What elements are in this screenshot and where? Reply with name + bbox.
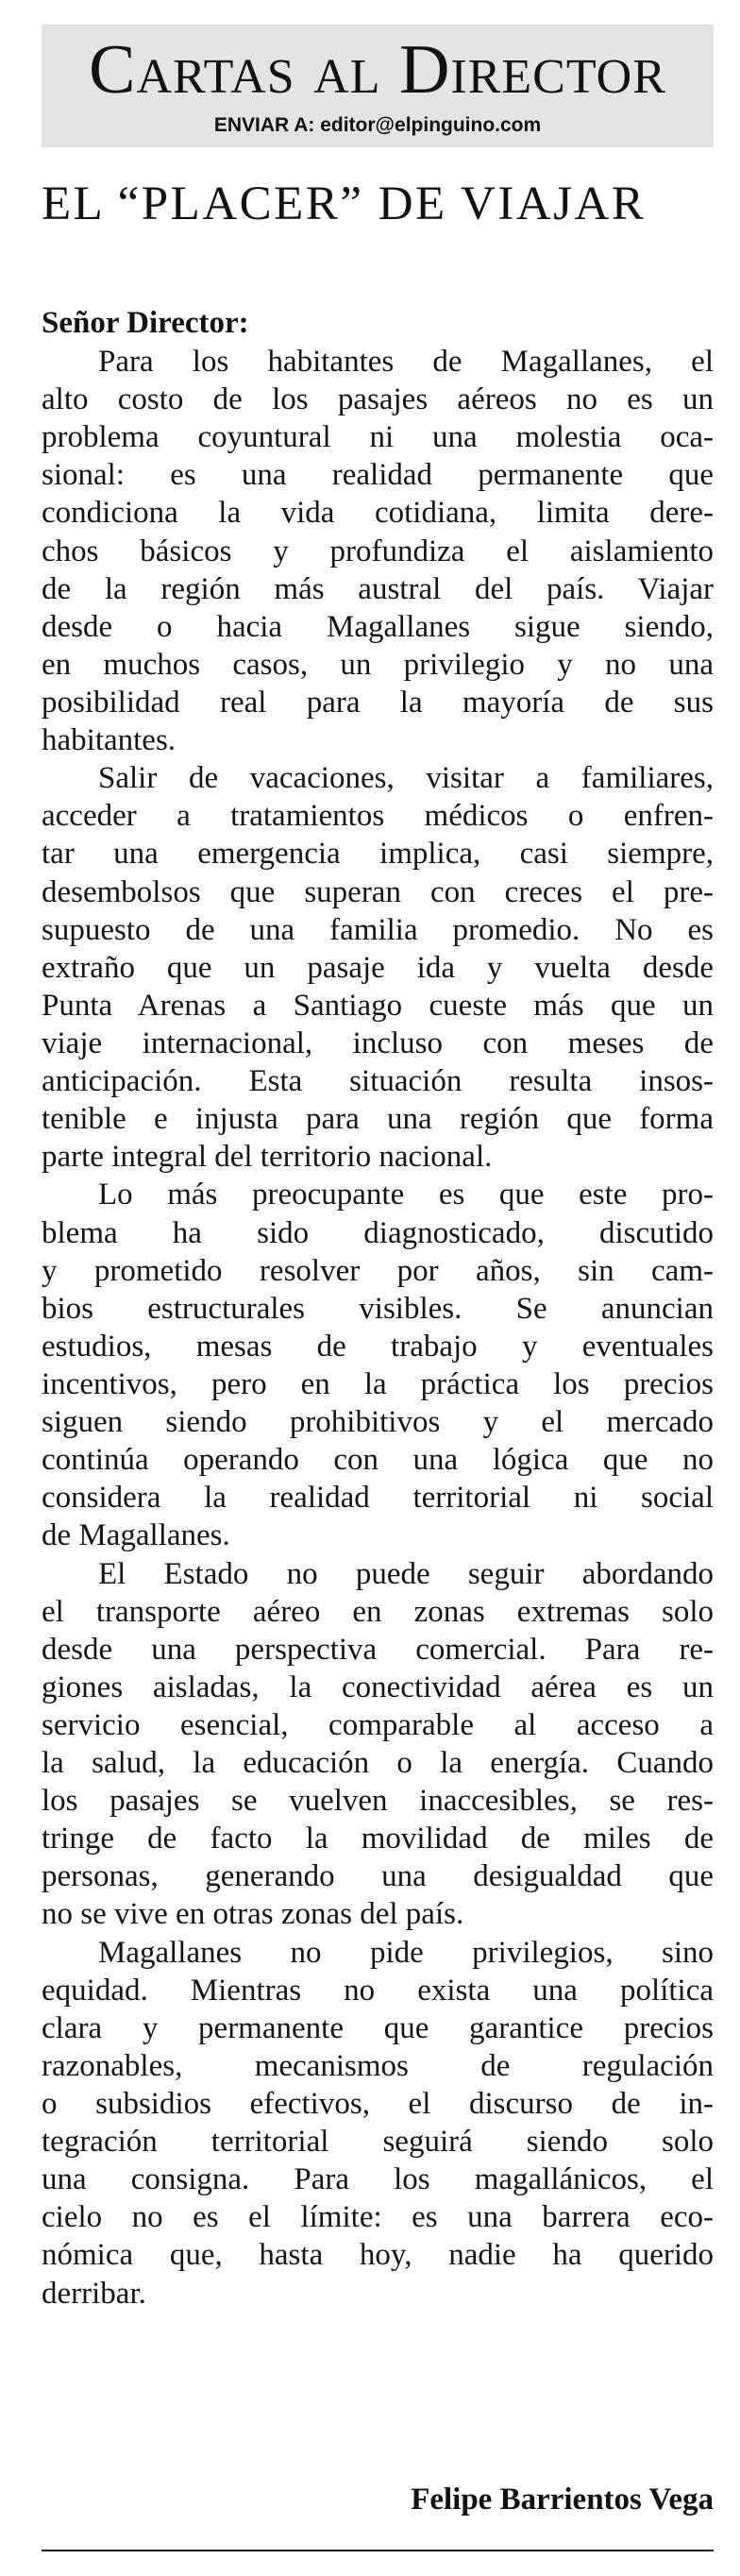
body-line: cielo no es el límite: es una barrera eco-: [42, 2200, 714, 2235]
body-line: bios estructurales visibles. Se anuncian: [42, 1291, 714, 1326]
body-line: incentivos, pero en la práctica los precios: [42, 1366, 714, 1401]
body-line: anticipación. Esta situación resulta insos-: [42, 1064, 714, 1099]
body-line: de la región más austral del país. Viajar: [42, 571, 714, 606]
body-line: desde una perspectiva comercial. Para re-: [42, 1632, 714, 1667]
body-line: Salir de vacaciones, visitar a familiares,: [98, 761, 714, 796]
body-line: no se vive en otras zonas del país.: [42, 1897, 464, 1932]
body-line: parte integral del territorio nacional.: [42, 1140, 493, 1175]
body-line: servicio esencial, comparable al acceso a: [42, 1707, 714, 1742]
body-line: y prometido resolver por años, sin cam-: [42, 1253, 714, 1288]
body-line: tenible e injusta para una región que forma: [42, 1102, 714, 1137]
body-line: tringe de facto la movilidad de miles de: [42, 1822, 714, 1856]
letter-title: EL “PLACER” DE VIAJAR: [42, 178, 647, 230]
letter-signature: Felipe Barrientos Vega: [411, 2483, 714, 2517]
body-line: continúa operando con una lógica que no: [42, 1443, 714, 1478]
body-line: o subsidios efectivos, el discurso de in-: [42, 2087, 714, 2122]
body-line: desde o hacia Magallanes sigue siendo,: [42, 609, 714, 644]
section-title: Cartas al Director: [89, 31, 666, 109]
body-line: estudios, mesas de trabajo y eventuales: [42, 1329, 714, 1364]
body-line: tar una emergencia implica, casi siempre,: [42, 837, 714, 872]
body-line: giones aisladas, la conectividad aérea es un: [42, 1669, 714, 1704]
body-line: chos básicos y profundiza el aislamiento: [42, 534, 714, 568]
body-line: supuesto de una familia promedio. No es: [42, 912, 714, 947]
body-line: El Estado no puede seguir abordando: [98, 1556, 714, 1591]
body-line: derribar.: [42, 2276, 146, 2311]
letter-body: [42, 343, 714, 2313]
body-line: tegración territorial seguirá siendo solo: [42, 2125, 714, 2160]
body-line: considera la realidad territorial ni social: [42, 1481, 714, 1516]
submission-email: ENVIAR A: editor@elpinguino.com: [213, 114, 542, 136]
body-line: sional: es una realidad permanente que: [42, 458, 714, 493]
body-line: desembolsos que superan con creces el pre-: [42, 874, 714, 909]
section-header: [42, 25, 714, 147]
body-line: nómica que, hasta hoy, nadie ha querido: [42, 2238, 714, 2273]
body-line: extraño que un pasaje ida y vuelta desde: [42, 950, 714, 985]
body-line: posibilidad real para la mayoría de sus: [42, 685, 714, 720]
body-line: una consigna. Para los magallánicos, el: [42, 2162, 714, 2197]
body-line: problema coyuntural ni una molestia oca-: [42, 420, 714, 455]
body-line: en muchos casos, un privilegio y no una: [42, 647, 714, 682]
body-line: equidad. Mientras no exista una política: [42, 1973, 714, 2008]
body-line: el transporte aéreo en zonas extremas solo: [42, 1594, 714, 1629]
body-line: Punta Arenas a Santiago cueste más que un: [42, 988, 714, 1023]
body-line: clara y permanente que garantice precios: [42, 2010, 714, 2045]
body-line: Magallanes no pide privilegios, sino: [98, 1935, 714, 1970]
body-line: la salud, la educación o la energía. Cuando: [42, 1746, 714, 1781]
body-line: habitantes.: [42, 723, 177, 758]
body-line: blema ha sido diagnosticado, discutido: [42, 1215, 714, 1250]
salutation: Señor Director:: [42, 306, 249, 340]
body-line: viaje internacional, incluso con meses de: [42, 1025, 714, 1060]
body-line: razonables, mecanismos de regulación: [42, 2048, 714, 2083]
bottom-divider: [42, 2550, 714, 2551]
body-line: Lo más preocupante es que este pro-: [98, 1178, 714, 1212]
body-line: personas, generando una desigualdad que: [42, 1859, 714, 1894]
body-line: acceder a tratamientos médicos o enfren-: [42, 799, 714, 834]
body-line: Para los habitantes de Magallanes, el: [98, 345, 714, 379]
body-line: los pasajes se vuelven inaccesibles, se res-: [42, 1784, 714, 1819]
body-line: alto costo de los pasajes aéreos no es un: [42, 382, 714, 417]
body-line: condiciona la vida cotidiana, limita dere-: [42, 496, 714, 531]
body-line: siguen siendo prohibitivos y el mercado: [42, 1405, 714, 1440]
body-line: de Magallanes.: [42, 1518, 230, 1553]
